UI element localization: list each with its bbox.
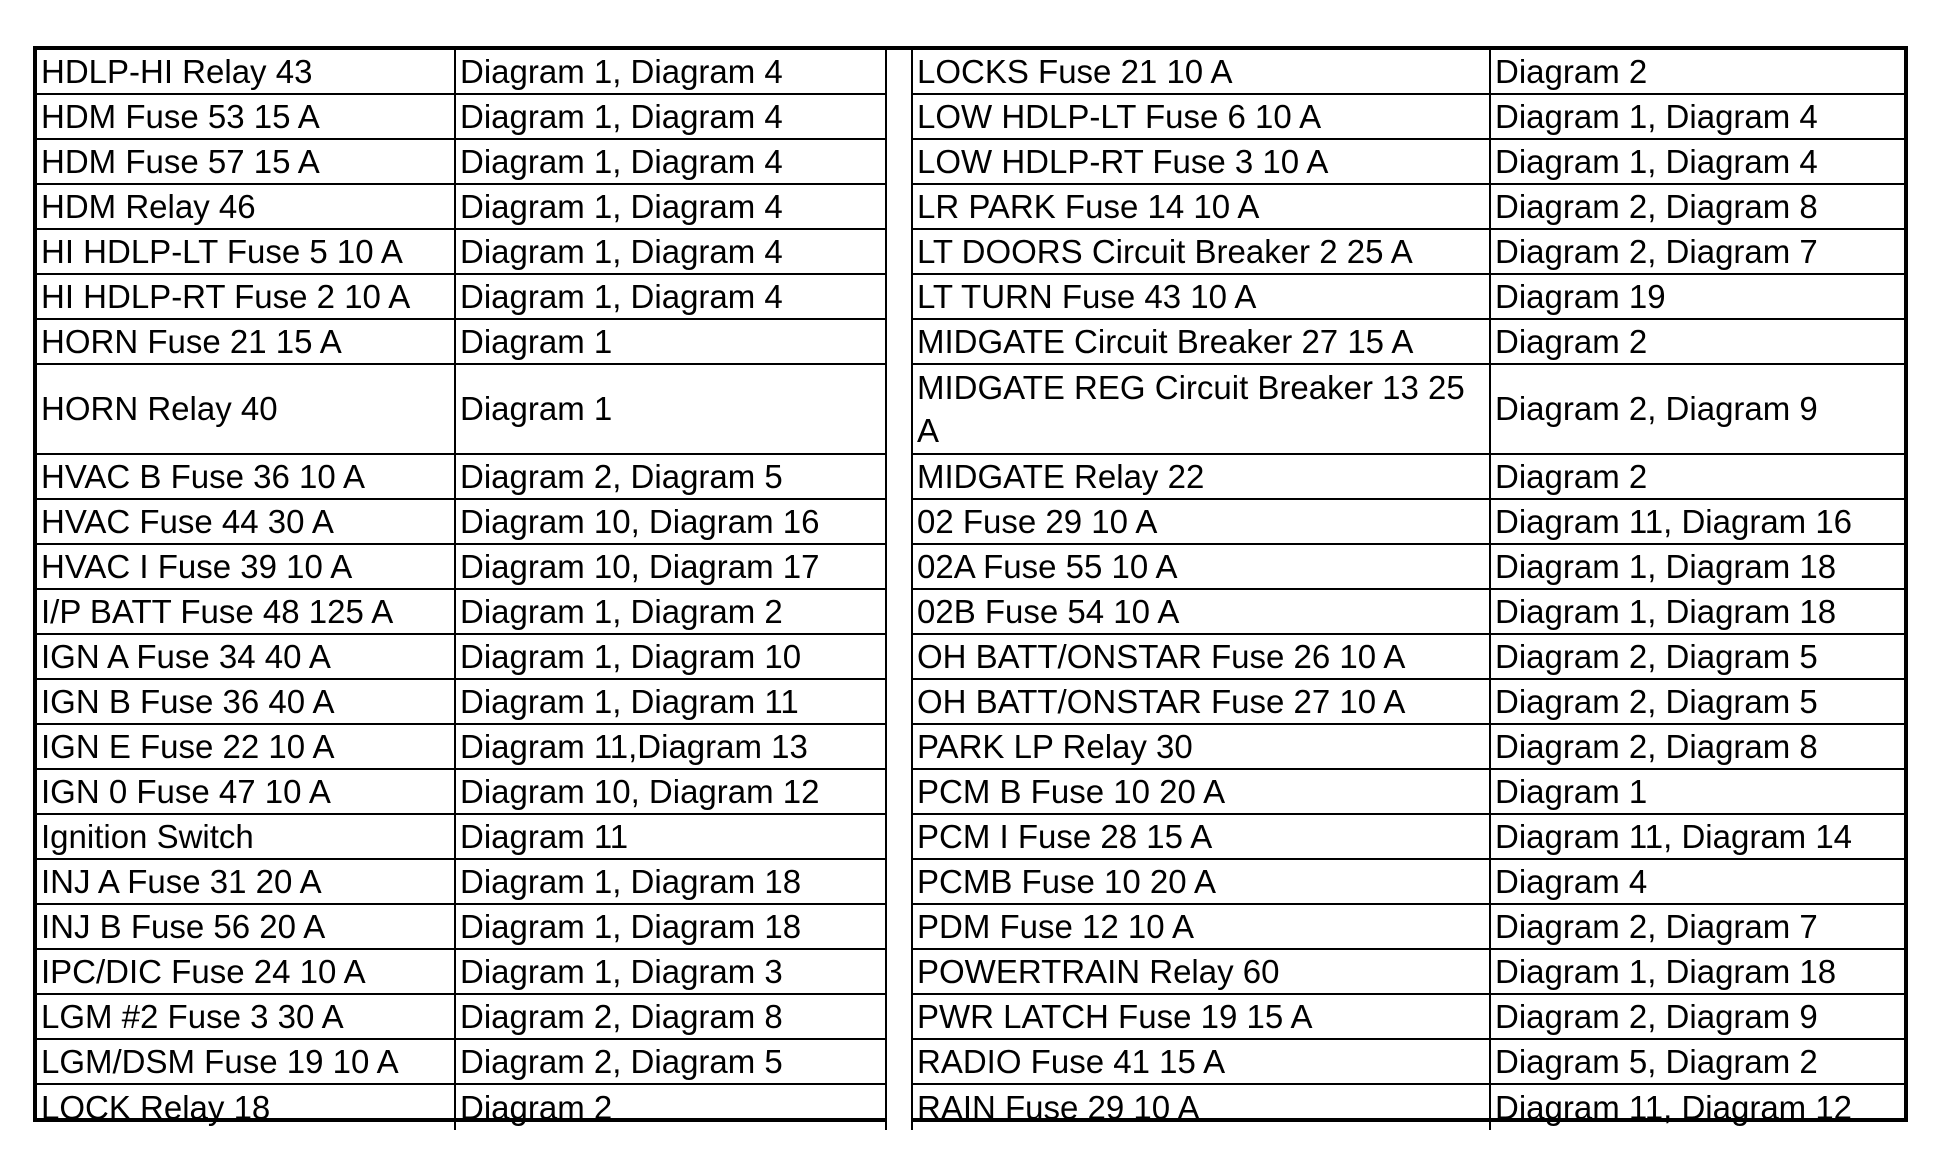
left-component-cell: LOCK Relay 18 <box>37 1085 456 1130</box>
right-component-cell: 02A Fuse 55 10 A <box>913 545 1491 590</box>
left-diagrams-cell: Diagram 10, Diagram 12 <box>456 770 887 815</box>
right-diagrams-cell: Diagram 2, Diagram 8 <box>1491 725 1904 770</box>
left-diagrams-cell: Diagram 2, Diagram 5 <box>456 455 887 500</box>
column-separator <box>887 905 913 950</box>
left-diagrams-cell: Diagram 2, Diagram 8 <box>456 995 887 1040</box>
left-diagrams-cell: Diagram 1 <box>456 320 887 365</box>
column-separator <box>887 500 913 545</box>
right-component-cell: LOW HDLP-RT Fuse 3 10 A <box>913 140 1491 185</box>
left-diagrams-cell: Diagram 1, Diagram 18 <box>456 860 887 905</box>
left-diagrams-cell: Diagram 2, Diagram 5 <box>456 1040 887 1085</box>
right-component-cell: LOW HDLP-LT Fuse 6 10 A <box>913 95 1491 140</box>
column-separator <box>887 545 913 590</box>
column-separator <box>887 95 913 140</box>
column-separator <box>887 950 913 995</box>
left-diagrams-cell: Diagram 1, Diagram 11 <box>456 680 887 725</box>
left-component-cell: HDM Relay 46 <box>37 185 456 230</box>
right-diagrams-cell: Diagram 2, Diagram 8 <box>1491 185 1904 230</box>
left-component-cell: INJ A Fuse 31 20 A <box>37 860 456 905</box>
right-component-cell: RAIN Fuse 29 10 A <box>913 1085 1491 1130</box>
column-separator <box>887 590 913 635</box>
table-grid <box>37 50 1904 1126</box>
right-component-cell: LOCKS Fuse 21 10 A <box>913 50 1491 95</box>
right-component-cell: LT TURN Fuse 43 10 A <box>913 275 1491 320</box>
left-diagrams-cell: Diagram 10, Diagram 16 <box>456 500 887 545</box>
left-component-cell: IPC/DIC Fuse 24 10 A <box>37 950 456 995</box>
right-diagrams-cell: Diagram 1, Diagram 18 <box>1491 950 1904 995</box>
column-separator <box>887 230 913 275</box>
right-diagrams-cell: Diagram 2, Diagram 9 <box>1491 995 1904 1040</box>
left-diagrams-cell: Diagram 1, Diagram 3 <box>456 950 887 995</box>
right-diagrams-cell: Diagram 2, Diagram 7 <box>1491 230 1904 275</box>
left-component-cell: HVAC B Fuse 36 10 A <box>37 455 456 500</box>
right-diagrams-cell: Diagram 11, Diagram 14 <box>1491 815 1904 860</box>
column-separator <box>887 455 913 500</box>
right-diagrams-cell: Diagram 4 <box>1491 860 1904 905</box>
right-diagrams-cell: Diagram 11, Diagram 12 <box>1495 1088 1853 1126</box>
left-component-cell: LGM/DSM Fuse 19 10 A <box>37 1040 456 1085</box>
right-component-cell: LT DOORS Circuit Breaker 2 25 A <box>913 230 1491 275</box>
left-diagrams-cell: Diagram 1, Diagram 4 <box>456 185 887 230</box>
right-component-cell: POWERTRAIN Relay 60 <box>913 950 1491 995</box>
column-separator <box>887 320 913 365</box>
left-diagrams-cell: Diagram 1, Diagram 4 <box>456 275 887 320</box>
column-separator <box>887 680 913 725</box>
right-component-cell: 02B Fuse 54 10 A <box>913 590 1491 635</box>
right-diagrams-cell: Diagram 1, Diagram 18 <box>1491 590 1904 635</box>
left-component-cell: IGN 0 Fuse 47 10 A <box>37 770 456 815</box>
left-diagrams-cell: Diagram 1, Diagram 4 <box>456 230 887 275</box>
right-diagrams-cell: Diagram 1, Diagram 18 <box>1491 545 1904 590</box>
column-separator <box>887 50 913 95</box>
left-diagrams-cell: Diagram 1, Diagram 4 <box>456 50 887 95</box>
component-index-table <box>33 46 1908 1126</box>
left-diagrams-cell: Diagram 1, Diagram 4 <box>456 140 887 185</box>
right-diagrams-cell: Diagram 1 <box>1491 770 1904 815</box>
left-diagrams-cell: Diagram 1, Diagram 10 <box>456 635 887 680</box>
right-component-cell: PDM Fuse 12 10 A <box>913 905 1491 950</box>
left-component-cell: HDM Fuse 53 15 A <box>37 95 456 140</box>
left-component-cell: HORN Fuse 21 15 A <box>37 320 456 365</box>
right-component-cell: RADIO Fuse 41 15 A <box>913 1040 1491 1085</box>
left-component-cell: HI HDLP-RT Fuse 2 10 A <box>37 275 456 320</box>
right-diagrams-cell: Diagram 1, Diagram 4 <box>1491 95 1904 140</box>
right-diagrams-cell: Diagram 11, Diagram 16 <box>1491 500 1904 545</box>
right-component-cell: MIDGATE REG Circuit Breaker 13 25 A <box>913 365 1491 455</box>
left-component-cell: INJ B Fuse 56 20 A <box>37 905 456 950</box>
left-diagrams-cell: Diagram 11 <box>456 815 887 860</box>
column-separator <box>887 1085 913 1130</box>
left-diagrams-cell: Diagram 10, Diagram 17 <box>456 545 887 590</box>
column-separator <box>887 365 913 455</box>
right-component-cell: OH BATT/ONSTAR Fuse 26 10 A <box>913 635 1491 680</box>
left-component-cell: IGN A Fuse 34 40 A <box>37 635 456 680</box>
right-diagrams-cell: Diagram 2, Diagram 5 <box>1491 680 1904 725</box>
left-component-cell: IGN B Fuse 36 40 A <box>37 680 456 725</box>
column-separator <box>887 185 913 230</box>
left-diagrams-cell: Diagram 1 <box>456 365 887 455</box>
left-diagrams-cell: Diagram 1, Diagram 2 <box>456 590 887 635</box>
column-separator <box>887 995 913 1040</box>
column-separator <box>887 860 913 905</box>
right-diagrams-cell: Diagram 2, Diagram 7 <box>1491 905 1904 950</box>
left-diagrams-cell: Diagram 2 <box>456 1085 887 1130</box>
left-component-cell: LGM #2 Fuse 3 30 A <box>37 995 456 1040</box>
right-component-cell: PWR LATCH Fuse 19 15 A <box>913 995 1491 1040</box>
left-component-cell: Ignition Switch <box>37 815 456 860</box>
right-diagrams-cell: Diagram 2, Diagram 5 <box>1491 635 1904 680</box>
right-diagrams-cell: Diagram 2 <box>1491 50 1904 95</box>
column-separator <box>887 275 913 320</box>
right-component-cell: MIDGATE Circuit Breaker 27 15 A <box>913 320 1491 365</box>
column-separator <box>887 815 913 860</box>
right-diagrams-cell: Diagram 19 <box>1491 275 1904 320</box>
right-component-cell: LR PARK Fuse 14 10 A <box>913 185 1491 230</box>
right-diagrams-cell: Diagram 1, Diagram 4 <box>1491 140 1904 185</box>
left-diagrams-cell: Diagram 1, Diagram 18 <box>456 905 887 950</box>
left-diagrams-cell: Diagram 11,Diagram 13 <box>456 725 887 770</box>
right-component-cell: PCM B Fuse 10 20 A <box>913 770 1491 815</box>
left-diagrams-cell: Diagram 1, Diagram 4 <box>456 95 887 140</box>
left-component-cell: I/P BATT Fuse 48 125 A <box>37 590 456 635</box>
column-separator <box>887 770 913 815</box>
left-component-cell: HVAC Fuse 44 30 A <box>37 500 456 545</box>
right-component-cell: 02 Fuse 29 10 A <box>913 500 1491 545</box>
right-component-cell: PCMB Fuse 10 20 A <box>913 860 1491 905</box>
left-component-cell: HI HDLP-LT Fuse 5 10 A <box>37 230 456 275</box>
right-diagrams-cell: Diagram 5, Diagram 2 <box>1491 1040 1904 1085</box>
right-component-cell: MIDGATE Relay 22 <box>913 455 1491 500</box>
column-separator <box>887 1040 913 1085</box>
right-diagrams-cell: Diagram 2 <box>1491 320 1904 365</box>
left-component-cell: HORN Relay 40 <box>37 365 456 455</box>
left-component-cell: HVAC I Fuse 39 10 A <box>37 545 456 590</box>
left-component-cell: HDLP-HI Relay 43 <box>37 50 456 95</box>
left-component-cell: IGN E Fuse 22 10 A <box>37 725 456 770</box>
column-separator <box>887 725 913 770</box>
right-diagrams-cell: Diagram 2, Diagram 9 <box>1491 365 1904 455</box>
left-component-cell: HDM Fuse 57 15 A <box>37 140 456 185</box>
column-separator <box>887 635 913 680</box>
right-component-cell: OH BATT/ONSTAR Fuse 27 10 A <box>913 680 1491 725</box>
right-component-cell: PCM I Fuse 28 15 A <box>913 815 1491 860</box>
right-diagrams-cell: Diagram 2 <box>1491 455 1904 500</box>
right-component-cell: PARK LP Relay 30 <box>913 725 1491 770</box>
column-separator <box>887 140 913 185</box>
